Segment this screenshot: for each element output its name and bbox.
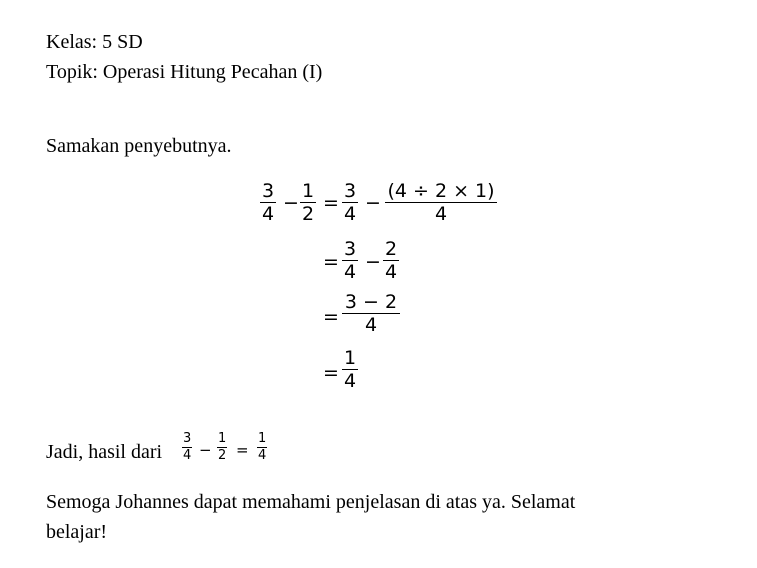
fraction-3-4: [342, 180, 358, 225]
numerator: 3 − 2: [344, 291, 398, 313]
minus-operator: −: [199, 441, 212, 459]
class-label: Kelas: 5 SD: [46, 31, 143, 53]
equals-sign: =: [323, 251, 339, 273]
numerator: 1: [218, 431, 227, 446]
denominator: 4: [344, 370, 357, 392]
fraction-difference: [342, 291, 400, 336]
equals-sign: =: [236, 441, 249, 459]
fraction-expression: [385, 180, 497, 225]
numerator: 1: [302, 180, 315, 202]
denominator: 2: [302, 203, 315, 225]
closing-text-line-2: belajar!: [46, 521, 108, 543]
denominator: 2: [218, 448, 227, 463]
numerator: 1: [258, 431, 267, 446]
fraction-1-4: [342, 347, 358, 392]
denominator: 4: [344, 261, 357, 283]
fraction-3-4: [260, 180, 276, 225]
equals-sign: =: [323, 306, 339, 328]
denominator: 4: [183, 448, 192, 463]
fraction-2-4: [383, 238, 399, 283]
fraction-3-4: [342, 238, 358, 283]
numerator: 3: [262, 180, 275, 202]
numerator: 3: [344, 180, 357, 202]
denominator: 4: [434, 203, 448, 225]
denominator: 4: [262, 203, 275, 225]
minus-operator: −: [365, 192, 381, 214]
conclusion-text: Jadi, hasil dari: [46, 441, 163, 463]
denominator: 4: [364, 314, 378, 336]
equals-sign: =: [323, 362, 339, 384]
minus-operator: −: [365, 251, 381, 273]
denominator: 4: [385, 261, 398, 283]
minus-operator: −: [283, 192, 299, 214]
numerator: 2: [385, 238, 398, 260]
inline-fraction-3-4: [182, 432, 192, 463]
numerator: 3: [183, 431, 192, 446]
denominator: 4: [344, 203, 357, 225]
denominator: 4: [258, 448, 267, 463]
topic-label: Topik: Operasi Hitung Pecahan (I): [46, 61, 323, 83]
inline-fraction-1-4: [257, 432, 267, 463]
fraction-1-2: [300, 180, 316, 225]
numerator: 1: [344, 347, 357, 369]
closing-text-line-1: Semoga Johannes dapat memahami penjelasan di atas ya. Selamat: [46, 491, 576, 513]
numerator: (4 ÷ 2 × 1): [387, 180, 495, 202]
instruction-text: Samakan penyebutnya.: [46, 135, 232, 157]
inline-fraction-1-2: [217, 432, 227, 463]
numerator: 3: [344, 238, 357, 260]
equals-sign: =: [323, 192, 339, 214]
